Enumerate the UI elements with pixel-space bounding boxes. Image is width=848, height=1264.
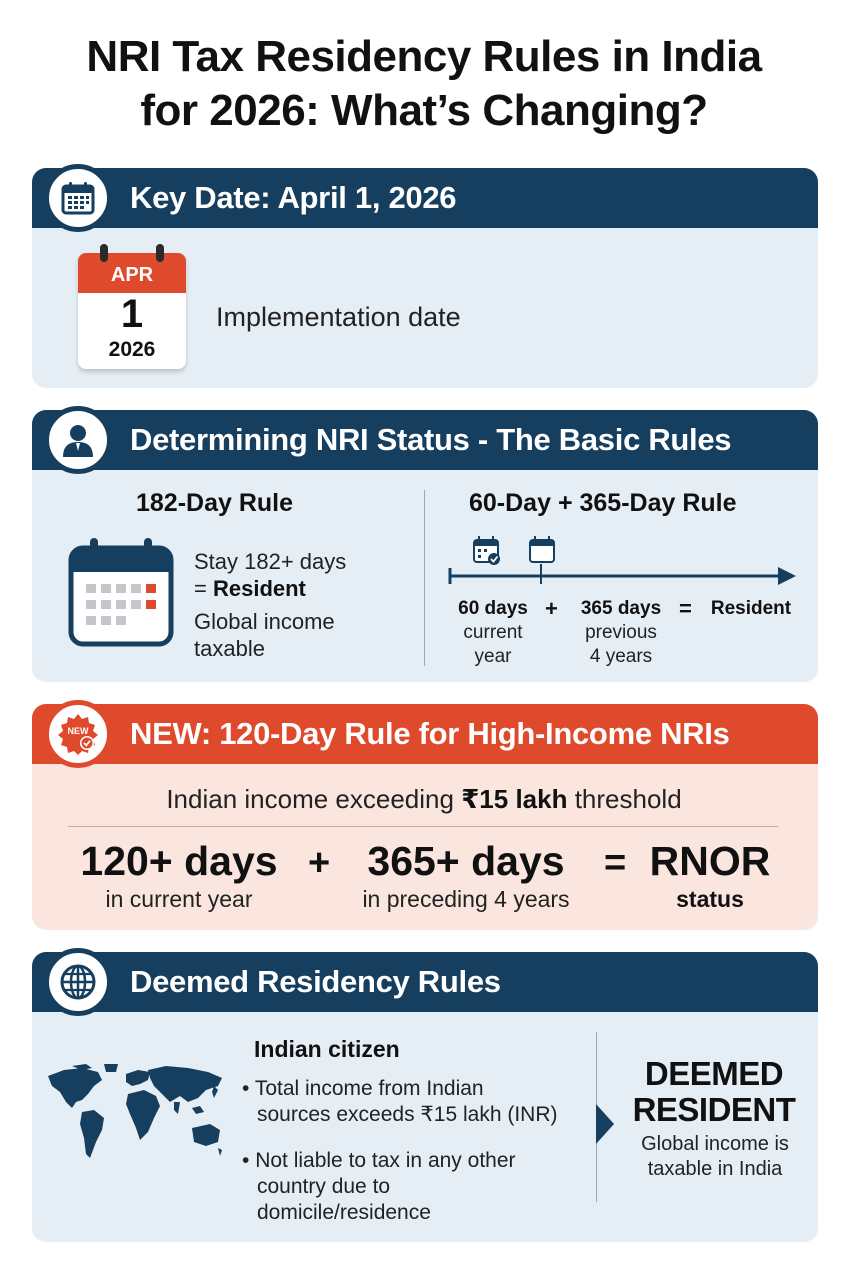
page-title — [0, 30, 848, 138]
implementation-calendar — [78, 253, 186, 369]
deemed-bullet-1-text1: Total income from Indian — [254, 1077, 484, 1100]
rule-182-text — [194, 548, 346, 662]
new-rule-badge — [44, 700, 112, 768]
rule-60-plus: + — [545, 596, 558, 621]
page-title-line1: NRI Tax Residency Rules in India — [86, 32, 762, 81]
rule-120-sub: in current year — [105, 886, 253, 912]
rule-60-part1 — [446, 597, 540, 669]
income-threshold — [0, 784, 848, 815]
rule-120-plus: + — [308, 842, 331, 884]
deemed-bullet-2-line3: domicile/residence — [257, 1201, 431, 1224]
deemed-arrow-icon — [596, 1104, 616, 1144]
calendar-small-icon — [530, 536, 554, 562]
rule-60-result — [702, 597, 800, 621]
world-map-icon — [42, 1062, 232, 1168]
rule-60-days: 60 days — [458, 598, 528, 619]
deemed-bullet-1-line2: sources exceeds ₹15 lakh (INR) — [257, 1103, 558, 1126]
rule-182-line2 — [194, 575, 346, 602]
rule-365-days: 365 days — [580, 598, 662, 619]
rule-365plus-sub: in preceding 4 years — [362, 886, 570, 912]
deemed-bullet-2-line1: • Not liable to tax in any other — [242, 1149, 516, 1172]
new-badge-icon — [56, 712, 100, 756]
rule-60-year: year — [474, 646, 512, 667]
rule-60-current: current — [463, 622, 523, 643]
calendar-grid-icon — [68, 536, 174, 648]
page-title-line2: for 2026: What’s Changing? — [140, 86, 708, 135]
income-suffix: threshold — [567, 784, 682, 814]
calendar-check-icon — [474, 536, 500, 565]
rule-365-previous: previous — [585, 622, 657, 643]
deemed-citizen: Indian citizen — [254, 1036, 400, 1062]
new-rule-header — [32, 704, 818, 764]
new-rule-divider — [68, 826, 778, 827]
key-date-heading: Key Date: April 1, 2026 — [130, 180, 457, 215]
deemed-bullet-1-line1: • Total income from Indian — [242, 1077, 484, 1100]
rule-182-title: 182-Day Rule — [136, 489, 294, 517]
deemed-heading: Deemed Residency Rules — [130, 964, 501, 999]
calendar-month: APR — [78, 253, 186, 293]
rule-60-title: 60-Day + 365-Day Rule — [469, 489, 737, 517]
deemed-result-sub-line2: taxable in India — [647, 1158, 783, 1180]
income-amount: ₹15 lakh — [461, 784, 568, 814]
rule-365-years: 4 years — [589, 646, 653, 667]
calendar-day: 1 — [120, 292, 144, 336]
deemed-bullet-2 — [242, 1148, 516, 1226]
rnor-result: RNOR — [649, 838, 771, 884]
rule-60-part2 — [566, 597, 676, 669]
rule-182-eq: = — [194, 576, 213, 601]
deemed-result-sub-line1: Global income is — [641, 1133, 789, 1155]
deemed-header — [32, 952, 818, 1012]
deemed-bullet-2-line2: country due to — [257, 1175, 391, 1198]
rule-182-line4: taxable — [194, 636, 265, 661]
key-date-header — [32, 168, 818, 228]
rnor-status: status — [676, 886, 744, 912]
basic-rules-divider — [424, 490, 425, 666]
deemed-result-sub — [622, 1132, 808, 1182]
rule-182-line3: Global income — [194, 609, 335, 634]
globe-icon — [58, 962, 98, 1002]
deemed-bullet-1 — [242, 1076, 557, 1128]
deemed-badge — [44, 948, 112, 1016]
basic-rules-heading: Determining NRI Status - The Basic Rules — [130, 422, 732, 457]
new-badge-text: NEW — [67, 726, 89, 736]
timeline-arrow — [444, 530, 800, 590]
basic-rules-header — [32, 410, 818, 470]
rule-60-equals: = — [679, 596, 692, 621]
basic-rules-badge — [44, 406, 112, 474]
rule-120-equals: = — [604, 842, 627, 884]
new-rule-heading: NEW: 120-Day Rule for High-Income NRIs — [130, 716, 730, 751]
rule-365plus-days: 365+ days — [367, 838, 565, 884]
deemed-result-line2: RESIDENT — [632, 1091, 796, 1128]
income-prefix: Indian income exceeding — [166, 784, 462, 814]
rule-120-days: 120+ days — [80, 838, 278, 884]
rule-60-resident: Resident — [710, 598, 792, 619]
calendar-icon — [60, 180, 96, 216]
calendar-ring-left — [100, 244, 108, 262]
implementation-label: Implementation date — [216, 302, 461, 332]
person-icon — [59, 421, 97, 459]
rule-182-line1: Stay 182+ days — [194, 549, 347, 574]
key-date-badge — [44, 164, 112, 232]
rule-182-resident: Resident — [212, 576, 306, 601]
calendar-ring-right — [156, 244, 164, 262]
deemed-result — [624, 1056, 804, 1128]
calendar-year: 2026 — [108, 338, 156, 361]
deemed-result-line1: DEEMED — [644, 1055, 784, 1092]
deemed-bullet-2-text1: Not liable to tax in any other — [255, 1149, 516, 1172]
